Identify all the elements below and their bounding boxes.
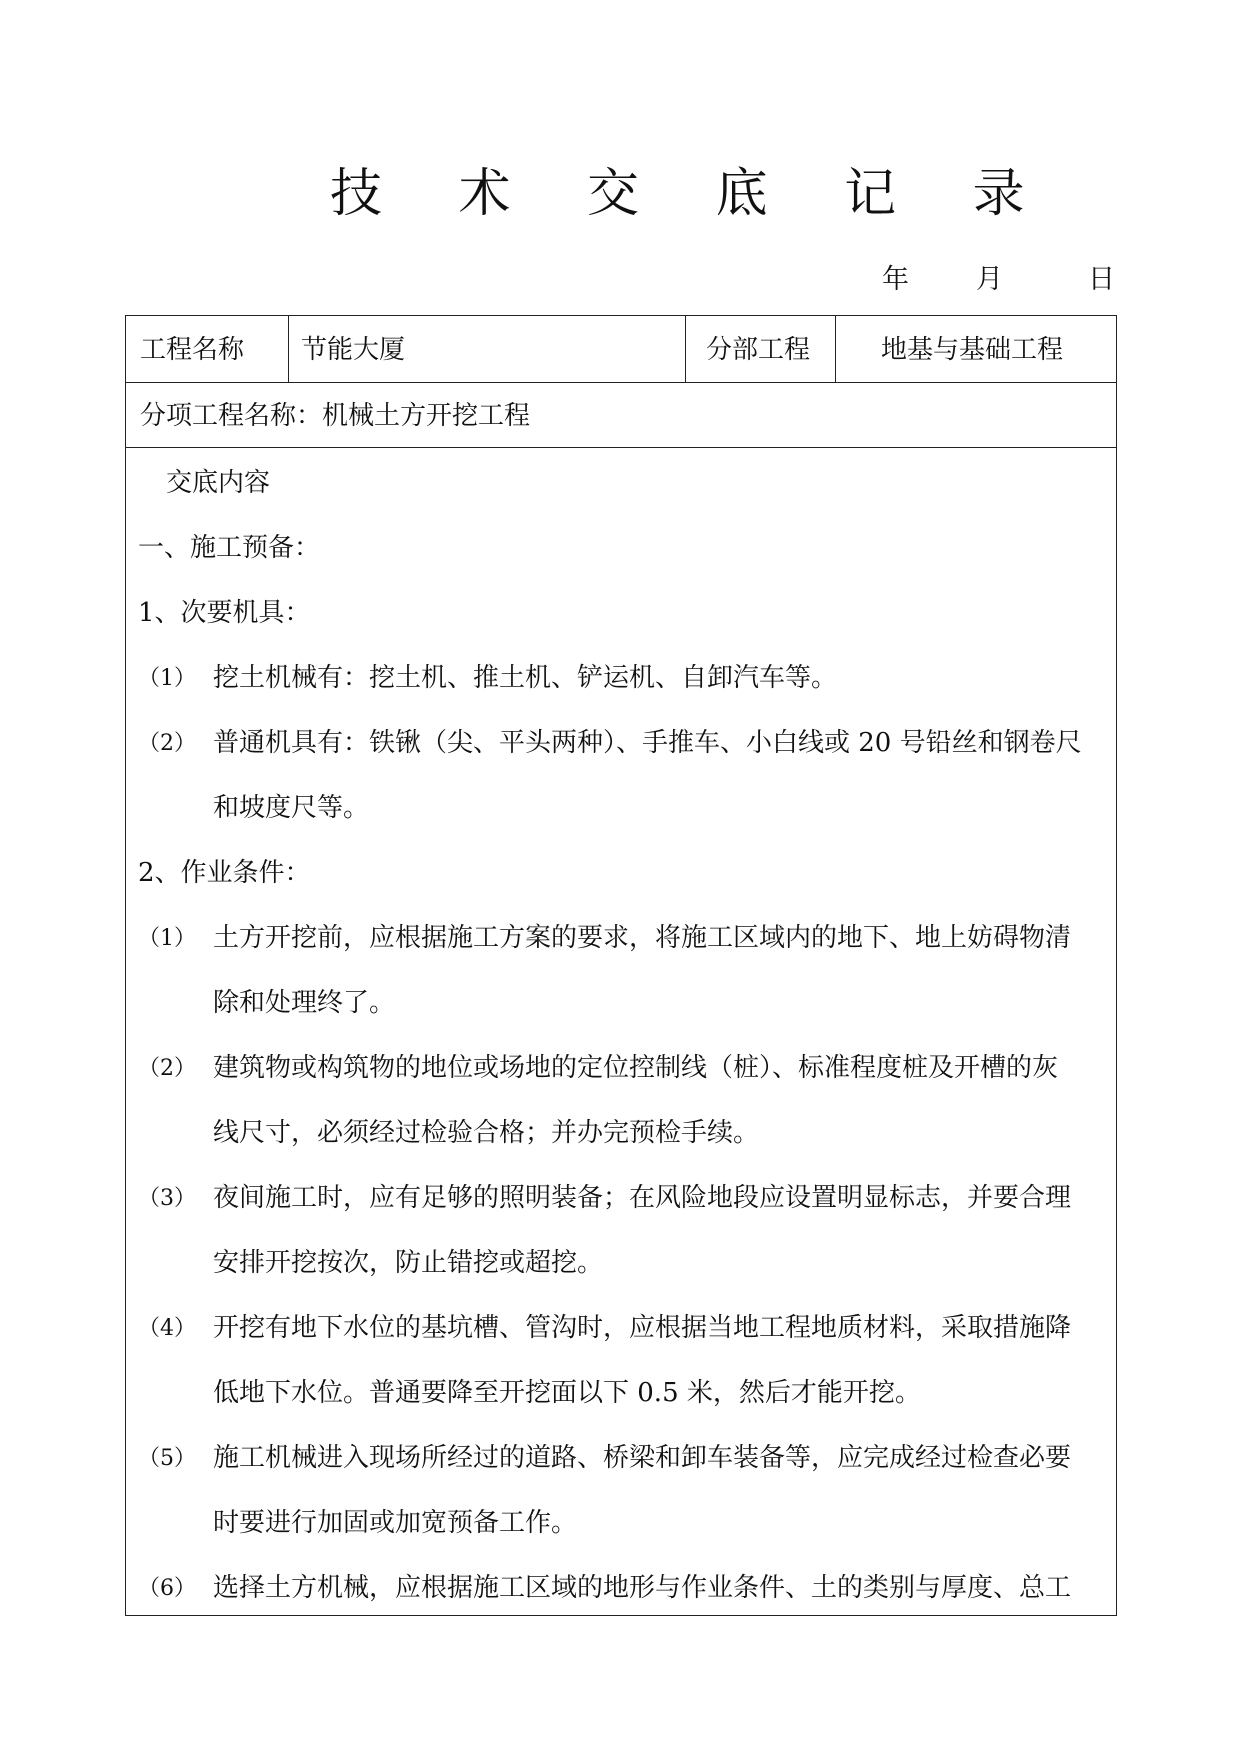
division-label: 分部工程 xyxy=(706,335,811,365)
item-text: 选择土方机械，应根据施工区域的地形与作业条件、土的类别与厚度、总工 xyxy=(213,1573,1072,1603)
disclosure-content xyxy=(126,448,1116,1617)
item-text-continued: 和坡度尺等。 xyxy=(213,793,370,823)
item-number: （5） xyxy=(138,1446,196,1471)
date-day-label: 日 xyxy=(1088,264,1115,295)
content-heading: 交底内容 xyxy=(166,468,271,498)
item-text-continued: 除和处理终了。 xyxy=(213,988,396,1018)
item-text: 建筑物或构筑物的地位或场地的定位控制线（桩）、标准程度桩及开槽的灰 xyxy=(213,1053,1059,1083)
item-text-continued: 安排开挖按次，防止错挖或超挖。 xyxy=(213,1248,604,1278)
item-number: （3） xyxy=(138,1186,196,1211)
item-number: （2） xyxy=(138,1056,196,1081)
item-number: （1） xyxy=(138,926,196,951)
item-text: 开挖有地下水位的基坑槽、管沟时，应根据当地工程地质材料，采取措施降 xyxy=(213,1313,1072,1343)
date-year-label: 年 xyxy=(882,264,909,295)
header-row xyxy=(126,316,1116,383)
subitem-name: 分项工程名称：机械土方开挖工程 xyxy=(140,401,531,431)
project-name-label: 工程名称 xyxy=(140,335,245,365)
item-number: （1） xyxy=(138,666,196,691)
item-number: （6） xyxy=(138,1576,196,1601)
item-text: 夜间施工时，应有足够的照明装备；在风险地段应设置明显标志，并要合理 xyxy=(213,1183,1072,1213)
record-table xyxy=(125,315,1117,1616)
division-value: 地基与基础工程 xyxy=(881,335,1064,365)
column-divider xyxy=(288,316,289,382)
item-number: （4） xyxy=(138,1316,196,1341)
item-text: 普通机具有：铁锹（尖、平头两种）、手推车、小白线或 20 号铅丝和钢卷尺 xyxy=(213,728,1082,758)
subsection-heading: 2、作业条件： xyxy=(138,858,311,888)
item-text: 施工机械进入现场所经过的道路、桥梁和卸车装备等，应完成经过检查必要 xyxy=(213,1443,1072,1473)
item-number: （2） xyxy=(138,731,196,756)
document-title: 技 术 交 底 记 录 xyxy=(330,164,1055,224)
project-name-value: 节能大厦 xyxy=(301,335,406,365)
column-divider xyxy=(685,316,686,382)
item-text-continued: 低地下水位。普通要降至开挖面以下 0.5 米，然后才能开挖。 xyxy=(213,1378,921,1408)
item-text: 挖土机械有：挖土机、推土机、铲运机、自卸汽车等。 xyxy=(213,663,838,693)
column-divider xyxy=(835,316,836,382)
date-month-label: 月 xyxy=(976,264,1003,295)
subitem-row xyxy=(126,383,1116,448)
item-text-continued: 线尺寸，必须经过检验合格；并办完预检手续。 xyxy=(213,1118,760,1148)
section-heading: 一、施工预备： xyxy=(138,533,321,563)
item-text: 土方开挖前，应根据施工方案的要求，将施工区域内的地下、地上妨碍物清 xyxy=(213,923,1072,953)
item-text-continued: 时要进行加固或加宽预备工作。 xyxy=(213,1508,578,1538)
subsection-heading: 1、次要机具： xyxy=(138,598,311,628)
